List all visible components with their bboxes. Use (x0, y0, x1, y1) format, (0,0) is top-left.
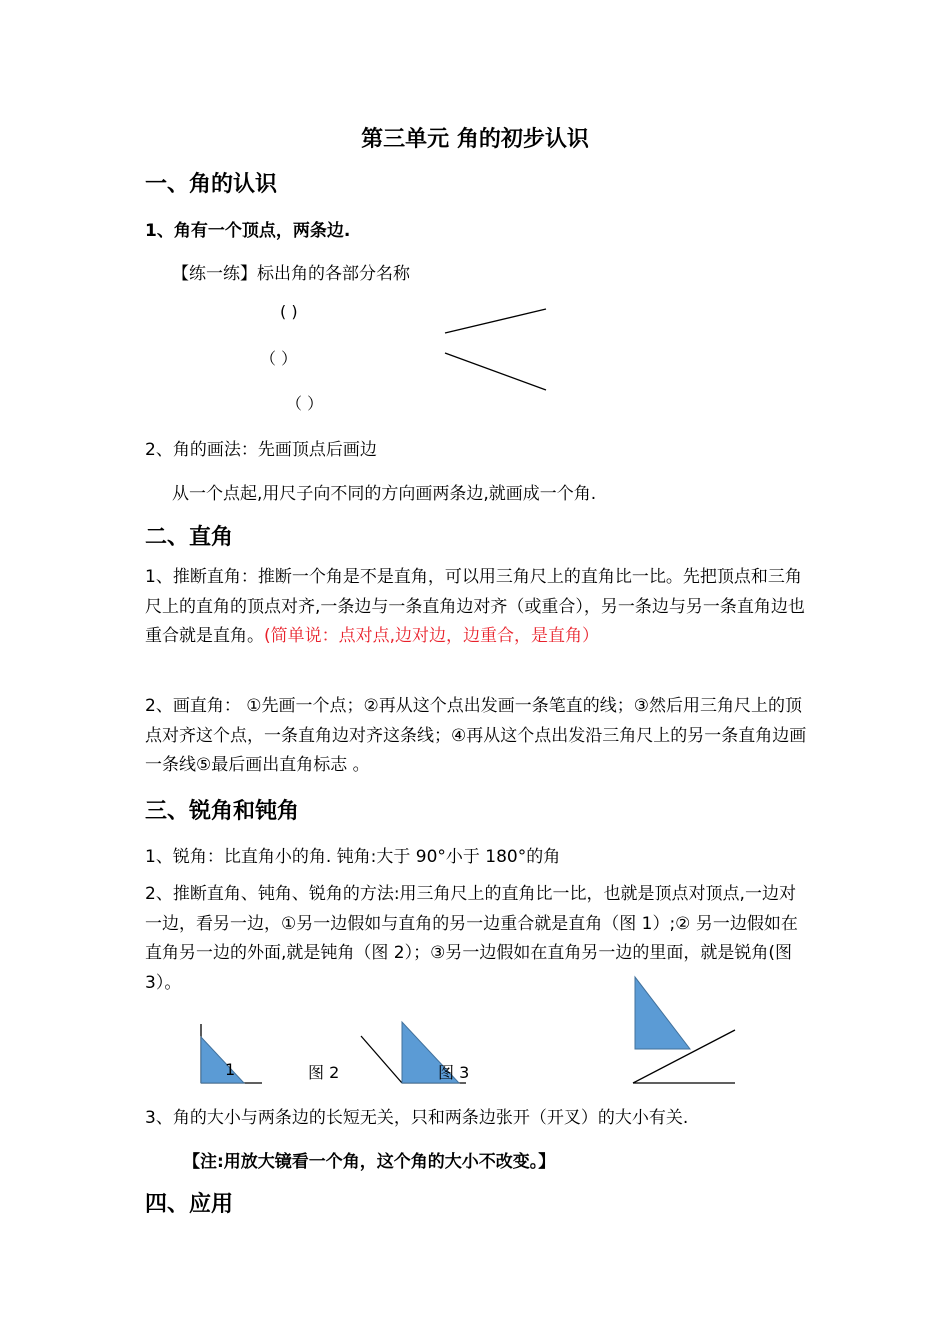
fig3-triangle-ruler (635, 977, 690, 1049)
section-heading-3: 三、锐角和钝角 (145, 799, 300, 824)
s3-item1: 1、锐角：比直角小的角. 钝角:大于 90°小于 180°的角 (145, 847, 561, 867)
blank-label-bottom: （ ） (286, 394, 324, 413)
page-title: 第三单元 角的初步认识 (361, 127, 589, 152)
section-heading-2: 二、直角 (145, 525, 234, 550)
fig3-label: 图 3 (438, 1063, 470, 1082)
blank-label-top: ( ) (280, 302, 298, 321)
s3-item3: 3、角的大小与两条边的长短无关，只和两条边张开（开叉）的大小有关. (145, 1108, 689, 1128)
s2-item1-text: 1、推断直角：推断一个角是不是直角，可以用三角尺上的直角比一比。先把顶点和三角尺上的直角的顶点对齐,一条边与一条直角边对齐（或重合），另一条边与另一条直角边也重合就是直角。 (145, 567, 805, 646)
s1-item1: 1、角有一个顶点，两条边. (145, 221, 351, 241)
fig2-slanted-edge (361, 1036, 402, 1083)
section-heading-1: 一、角的认识 (145, 172, 278, 197)
s3-item2: 2、推断直角、钝角、锐角的方法:用三角尺上的直角比一比，也就是顶点对顶点,一边对一边，看另一边，①另一边假如与直角的另一边重合就是直角（图 1）;② 另一边假如在直角另一边的外面,就是钝角（图 2）；③另一边假如在直角另一边的里面，就是锐角(图 3）。 (145, 884, 798, 993)
s1-item2-detail: 从一个点起,用尺子向不同的方向画两条边,就画成一个角. (172, 484, 597, 504)
s1-item2: 2、角的画法：先画顶点后画边 (145, 440, 377, 460)
s3-note: 【注:用放大镜看一个角，这个角的大小不改变。】 (183, 1152, 556, 1172)
blank-label-middle: （ ） (260, 349, 298, 368)
fig1-label: 1 (225, 1060, 236, 1079)
fig2-label: 图 2 (308, 1063, 340, 1082)
s2-item2: 2、画直角： ①先画一个点；②再从这个点出发画一条笔直的线；③然后用三角尺上的顶点对齐这个点，一条直角边对齐这条线；④再从这个点出发沿三角尺上的另一条直角边画一条线⑤最后画出直角标志 。 (145, 696, 807, 775)
fig1-triangle-ruler (201, 1037, 244, 1083)
s1-practice: 【练一练】标出角的各部分名称 (172, 264, 410, 284)
s2-item1-summary: (简单说：点对点,边对边，边重合，是直角） (264, 626, 600, 646)
section-heading-4: 四、应用 (145, 1192, 234, 1217)
